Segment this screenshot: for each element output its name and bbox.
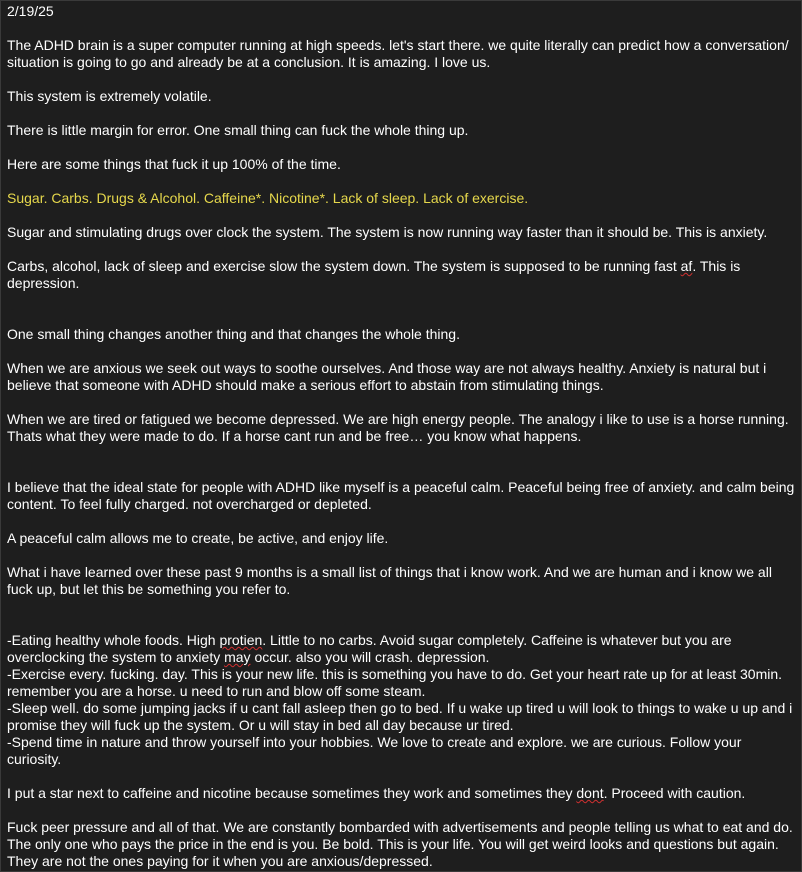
misspelled-word: dont (576, 785, 604, 801)
list-item-nature: -Spend time in nature and throw yourself into your hobbies. We love to create and explore. we are curious. Follow your (7, 734, 742, 750)
paragraph-soothe-cont: believe that someone with ADHD should make a serious effort to abstain from stimulating things. (7, 377, 604, 393)
paragraph-tired: When we are tired or fatigued we become depressed. We are high energy people. The analogy i like to use is a horse running. (7, 411, 789, 427)
paragraph-ideal-state-cont: content. To feel fully charged. not overcharged or depleted. (7, 496, 372, 512)
paragraph-small-thing: One small thing changes another thing and that changes the whole thing. (7, 326, 460, 342)
paragraph-peaceful-calm: A peaceful calm allows me to create, be active, and enjoy life. (7, 530, 389, 546)
paragraph-volatile: This system is extremely volatile. (7, 88, 212, 104)
list-item-sleep-cont: promise they will fuck up the system. Or u will stay in bed all day because ur tired. (7, 717, 514, 733)
misspelled-word: af (680, 258, 693, 274)
paragraph-depression: Carbs, alcohol, lack of sleep and exercise slow the system down. The system is supposed to be running fast af. This is (7, 258, 741, 274)
paragraph-margin: There is little margin for error. One small thing can fuck the whole thing up. (7, 122, 469, 138)
paragraph-peer-pressure-end: They are not the ones paying for it when you are anxious/depressed. (7, 853, 433, 869)
paragraph-tired-cont: Thats what they were made to do. If a horse cant run and be free… you know what happens. (7, 428, 582, 444)
paragraph-anxiety: Sugar and stimulating drugs over clock the system. The system is now running way faster than it should be. This is anxiety. (7, 224, 768, 240)
list-item-eating: -Eating healthy whole foods. High protien. Little to no carbs. Avoid sugar completely. Caffeine is whatever but you are (7, 632, 732, 648)
paragraph-peer-pressure-cont: The only one who pays the price in the end is you. Be bold. This is your life. You will get weird looks and questions but again. (7, 836, 779, 852)
misspelled-word: protien (219, 632, 263, 648)
highlighted-list: Sugar. Carbs. Drugs & Alcohol. Caffeine*. Nicotine*. Lack of sleep. Lack of exercise. (7, 190, 529, 206)
list-item-nature-cont: curiosity. (7, 751, 62, 767)
paragraph-things: Here are some things that fuck it up 100% of the time. (7, 156, 341, 172)
paragraph-peer-pressure: Fuck peer pressure and all of that. We are constantly bombarded with advertisements and people telling us what to eat and do. (7, 819, 793, 835)
paragraph-adhd-brain: The ADHD brain is a super computer running at high speeds. let's start there. we quite literally can predict how a conversation/ situation is going to go and already be at a conclusion. It is amazing. I love us. (7, 37, 793, 70)
paragraph-learned-cont: fuck up, but let this be something you refer to. (7, 581, 291, 597)
paragraph-depression-cont: depression. (7, 275, 80, 291)
list-item-sleep: -Sleep well. do some jumping jacks if u cant fall asleep then go to bed. If u wake up tired u will look to things to wake u up and i (7, 700, 793, 716)
note-date: 2/19/25 (7, 3, 54, 19)
paragraph-star-note: I put a star next to caffeine and nicotine because sometimes they work and sometimes they dont. Proceed with caution. (7, 785, 746, 801)
list-item-eating-cont: overclocking the system to anxiety may occur. also you will crash. depression. (7, 649, 490, 665)
paragraph-ideal-state: I believe that the ideal state for people with ADHD like myself is a peaceful calm. Peaceful being free of anxiety. and calm being (7, 479, 795, 495)
list-item-exercise-cont: remember you are a horse. u need to run and blow off some steam. (7, 683, 426, 699)
list-item-exercise: -Exercise every. fucking. day. This is your new life. this is something you have to do. Get your heart rate up for at least 30min. (7, 666, 783, 682)
paragraph-soothe: When we are anxious we seek out ways to soothe ourselves. And those way are not always healthy. Anxiety is natural but i (7, 360, 767, 376)
paragraph-learned: What i have learned over these past 9 months is a small list of things that i know work. And we are human and i know we all (7, 564, 772, 580)
misspelled-word: may (224, 649, 251, 665)
